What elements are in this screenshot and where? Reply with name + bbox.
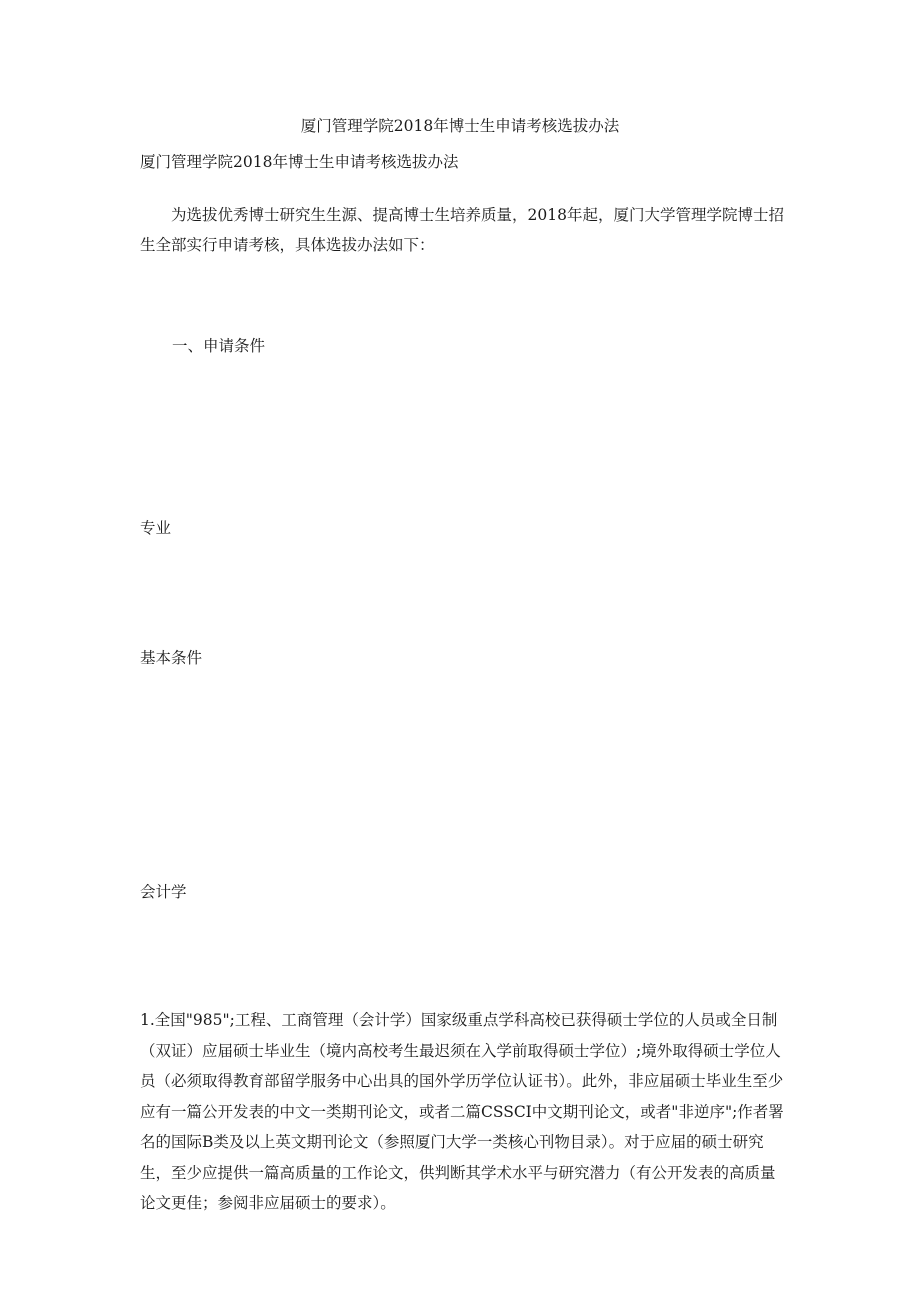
document-subtitle: 厦门管理学院2018年博士生申请考核选拔办法 <box>140 153 459 171</box>
requirement-paragraph: 1.全国"985";工程、工商管理（会计学）国家级重点学科高校已获得硕士学位的人员或全日制（双证）应届硕士毕业生（境内高校考生最迟须在入学前取得硕士学位）;境外取得硕士学位人员（必须取得教育部留学服务中心出具的国外学历学位认证书）。此外，非应届硕士毕业生至少应有一篇公开发表的中文一类期刊论文，或者二篇CSSCI中文期刊论文，或者"非逆序";作者署名的国际B类及以上英文期刊论文（参照厦门大学一类核心刊物目录）。对于应届的硕士研究生，至少应提供一篇高质量的工作论文，供判断其学术水平与研究潜力（有公开发表的高质量论文更佳；参阅非应届硕士的要求）。 <box>140 1011 784 1212</box>
intro-paragraph: 为选拔优秀博士研究生生源、提高博士生培养质量，2018年起，厦门大学管理学院博士招生全部实行申请考核，具体选拔办法如下： <box>140 206 784 254</box>
label-major: 专业 <box>140 519 172 537</box>
document-title: 厦门管理学院2018年博士生申请考核选拔办法 <box>300 117 620 135</box>
section-heading-application-conditions: 一、申请条件 <box>172 337 266 355</box>
label-basic-conditions: 基本条件 <box>140 649 203 667</box>
label-accounting: 会计学 <box>140 883 187 901</box>
